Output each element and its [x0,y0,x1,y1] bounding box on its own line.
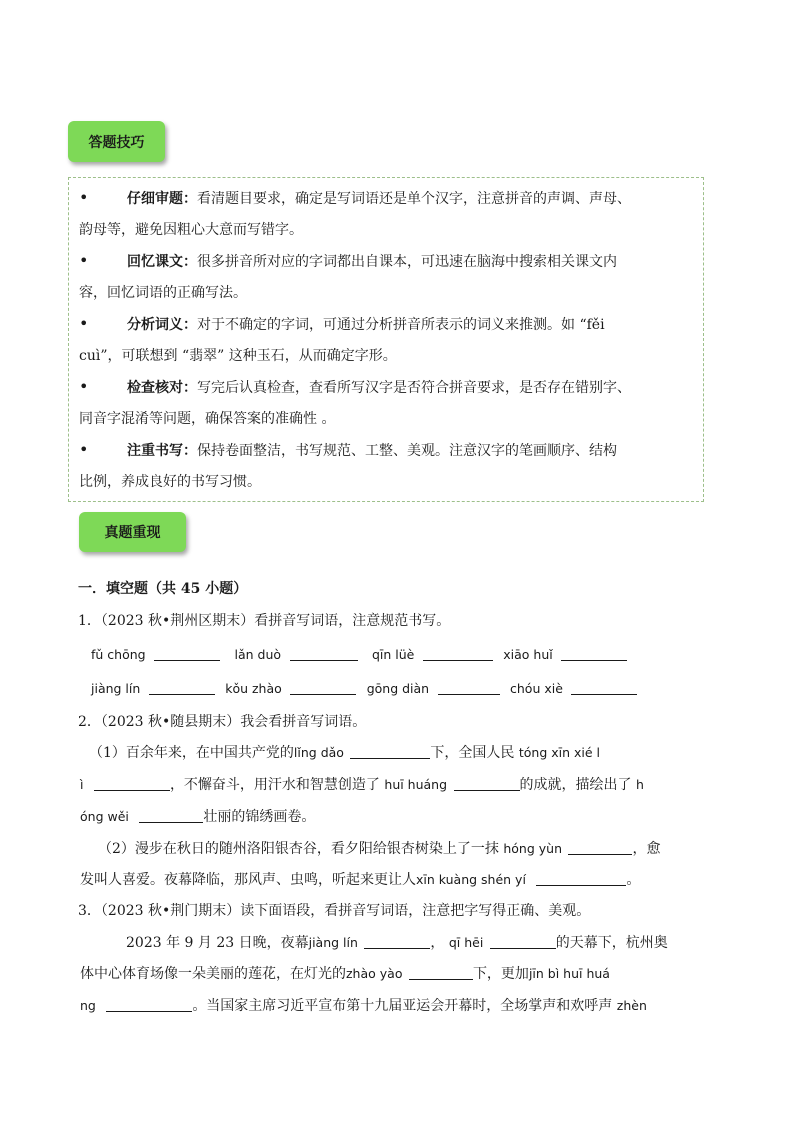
tip-text-continued: 容，回忆词语的正确写法。 [79,285,247,301]
pinyin: jīn bì huī huá [528,966,610,981]
answer-blank[interactable] [364,934,430,949]
answer-blank[interactable] [290,680,356,695]
pinyin: kǒu zhào [225,681,282,696]
answer-blank[interactable] [571,680,637,695]
text: 体中心体育场像一朵美丽的莲花，在灯光的 [80,966,346,982]
answer-blank[interactable] [154,646,220,661]
tip-text-continued: cuì”，可联想到 “翡翠” 这种玉石，从而确定字形。 [79,348,397,364]
answer-blank[interactable] [568,840,632,855]
answer-blank[interactable] [290,646,358,661]
text: 壮丽的锦绣画卷。 [203,809,316,825]
text: 的天幕下，杭州奥 [555,935,668,951]
text: 的成就，描绘出了 [519,777,632,793]
tip-text-continued: 同音字混淆等问题，确保答案的准确性 。 [79,411,336,427]
answer-blank[interactable] [561,646,627,661]
pinyin: gōng diàn [366,681,430,696]
tip-head: 检查核对： [127,380,197,396]
answer-blank[interactable] [438,680,500,695]
bullet-icon: • [79,188,89,207]
pinyin: jiàng lín [91,681,141,696]
part-heading: 一．填空题（共 45 小题） [78,581,248,597]
question-1-row-1 [91,645,627,665]
pinyin: huī huáng [384,777,448,792]
question-2-part-1-line-2 [80,775,644,795]
text: 。当国家主席习近平宣布第十九届亚运会开幕时，全场掌声和欢呼声 [192,998,613,1014]
bullet-icon: • [79,314,89,333]
tip-head: 回忆课文： [127,254,197,270]
tip-item [79,371,695,435]
tip-item [79,182,695,246]
text: 发叫人喜爱。夜幕降临，那风声、虫鸣，听起来更让人 [80,872,416,888]
tip-text: 对于不确定的字词，可通过分析拼音所表示的词义来推测。如 “fěi [197,317,605,333]
pinyin: xīn kuàng shén yí [416,872,526,887]
tip-text-continued: 韵母等，避免因粗心大意而写错字。 [79,222,303,238]
tip-head: 注重书写： [127,443,197,459]
question-3-line-1 [126,933,668,953]
pinyin: fǔ chōng [91,647,146,662]
answer-blank[interactable] [106,997,192,1012]
tip-text: 保持卷面整洁，书写规范、工整、美观。注意汉字的笔画顺序、结构 [197,443,617,459]
text: 下，全国人民 [430,745,515,761]
tip-head: 分析词义： [127,317,197,333]
pinyin: qī hēi [448,935,484,950]
pinyin: chóu xiè [510,681,563,696]
question-1-row-2 [91,679,637,699]
text: （1）百余年来，在中国共产党的 [89,745,294,761]
tip-text: 看清题目要求，确定是写词语还是单个汉字，注意拼音的声调、声母、 [197,191,631,207]
text: ， [430,935,445,951]
answer-blank[interactable] [454,776,520,791]
text: 。 [626,872,641,888]
pinyin: xiāo huǐ [503,647,553,662]
bullet-icon: • [79,377,89,396]
question-2-part-2-line-2 [80,870,640,890]
question-2-part-2-line-1 [98,839,660,859]
pinyin: hóng yùn [503,841,563,856]
tip-item [79,245,695,309]
question-2-part-1-line-1 [89,743,600,763]
tip-item [79,308,695,372]
bullet-icon: • [79,440,89,459]
answer-blank[interactable] [423,646,493,661]
pinyin: h [635,777,644,792]
pinyin: ì [80,777,84,792]
pinyin: jiàng lín [308,935,358,950]
tip-item [79,434,695,498]
question-3-stem: 3．（2023 秋•荆门期末）读下面语段，看拼音写词语，注意把字写得正确、美观。 [78,903,591,919]
question-2-part-1-line-3 [80,807,315,827]
tip-text: 写完后认真检查，查看所写汉字是否符合拼音要求，是否存在错别字、 [197,380,631,396]
tip-text: 很多拼音所对应的字词都出自课本，可迅速在脑海中搜索相关课文内 [197,254,617,270]
text: （2）漫步在秋日的随州洛阳银杏谷，看夕阳给银杏树染上了一抹 [98,841,499,857]
answer-blank[interactable] [139,808,203,823]
question-3-line-3 [80,996,647,1016]
text: 下，更加 [472,966,529,982]
answer-blank[interactable] [149,680,215,695]
pinyin: óng wěi [80,809,129,824]
answer-blank[interactable] [409,965,473,980]
pinyin: zhèn [616,998,647,1013]
tips-box [68,177,704,502]
tip-head: 仔细审题： [127,191,197,207]
tip-text-continued: 比例，养成良好的书写习惯。 [79,474,261,490]
pinyin: lǎn duò [234,647,282,662]
answer-blank[interactable] [350,744,430,759]
answer-blank[interactable] [490,934,556,949]
exam-section-tag: 真题重现 [79,512,186,552]
question-2-stem: 2．（2023 秋•随县期末）我会看拼音写词语。 [78,714,367,730]
pinyin: tóng xīn xié l [518,745,601,760]
text: 2023 年 9 月 23 日晚，夜幕 [126,935,309,951]
pinyin: lǐng dǎo [293,745,344,760]
answer-blank[interactable] [94,776,170,791]
text: ，愈 [632,841,661,857]
pinyin: qīn lüè [371,647,415,662]
pinyin: ng [80,998,96,1013]
bullet-icon: • [79,251,89,270]
tips-section-tag: 答题技巧 [68,121,165,162]
question-1-stem: 1．（2023 秋•荆州区期末）看拼音写词语，注意规范书写。 [78,613,451,629]
question-3-line-2 [80,964,610,984]
answer-blank[interactable] [536,871,626,886]
text: ，不懈奋斗，用汗水和智慧创造了 [169,777,380,793]
pinyin: zhào yào [346,966,403,981]
